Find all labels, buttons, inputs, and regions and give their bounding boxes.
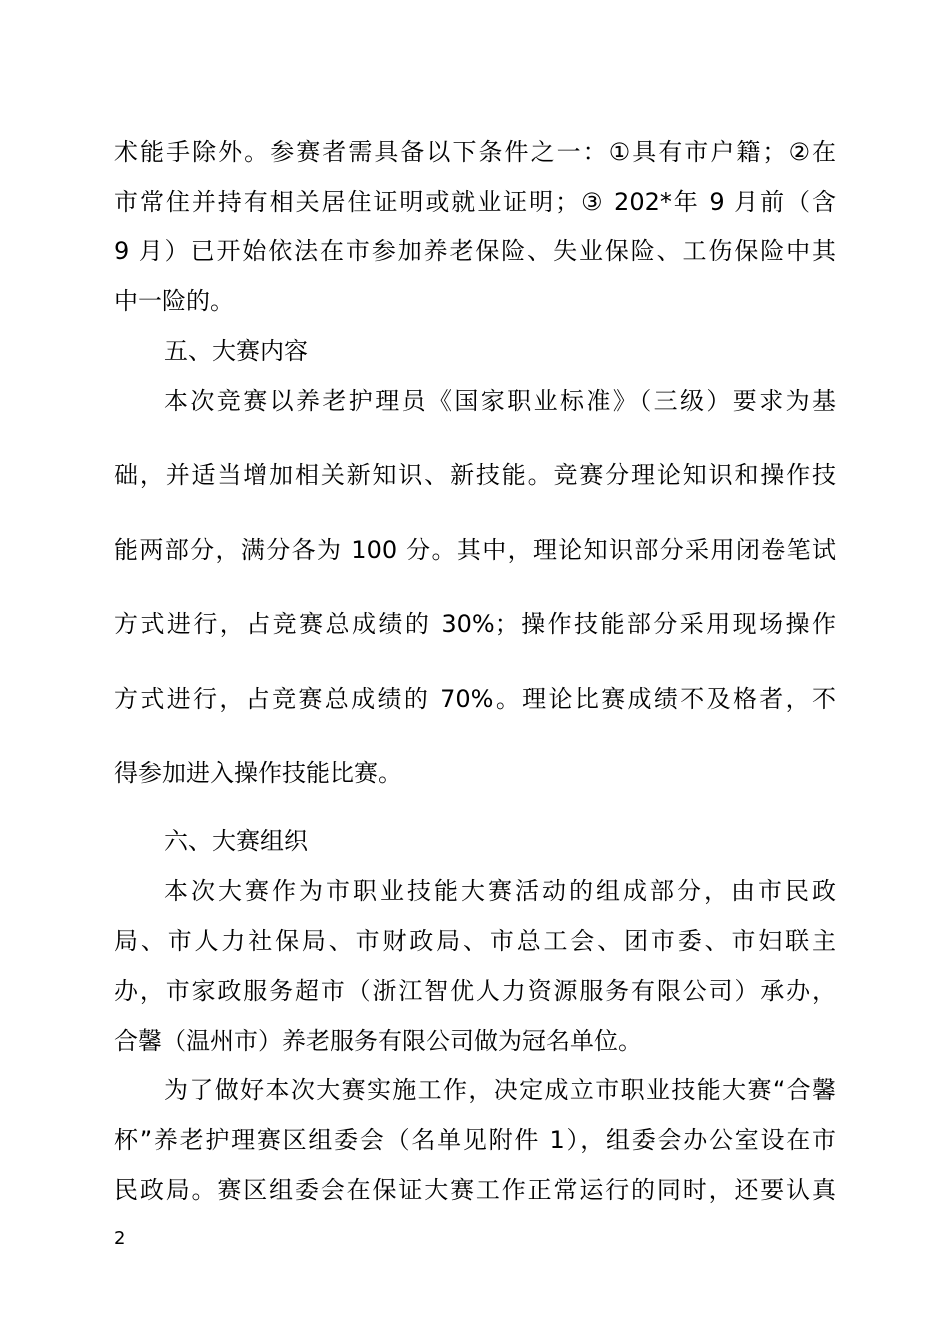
section-heading: 五、大赛内容: [164, 337, 308, 365]
text-line: 础，并适当增加相关新知识、新技能。竞赛分理论知识和操作技: [114, 461, 836, 489]
text-line: 为了做好本次大赛实施工作，决定成立市职业技能大赛“合馨: [164, 1076, 836, 1104]
text-line: 杯”养老护理赛区组委会（名单见附件 1），组委会办公室设在市: [114, 1126, 836, 1154]
text-line: 9 月）已开始依法在市参加养老保险、失业保险、工伤保险中其: [114, 237, 836, 265]
text-line: 市常住并持有相关居住证明或就业证明；③ 202*年 9 月前（含: [114, 188, 836, 216]
text-line: 民政局。赛区组委会在保证大赛工作正常运行的同时，还要认真: [114, 1176, 836, 1204]
text-line: 术能手除外。参赛者需具备以下条件之一：①具有市户籍；②在: [114, 138, 836, 166]
text-line: 本次大赛作为市职业技能大赛活动的组成部分，由市民政: [164, 877, 836, 905]
text-line: 办，市家政服务超市（浙江智优人力资源服务有限公司）承办，: [114, 977, 836, 1005]
text-line: 方式进行，占竞赛总成绩的 70%。理论比赛成绩不及格者，不: [114, 685, 836, 713]
text-line: 本次竞赛以养老护理员《国家职业标准》（三级）要求为基: [164, 387, 836, 415]
page-number: 2: [114, 1228, 126, 1249]
text-line: 能两部分，满分各为 100 分。其中，理论知识部分采用闭卷笔试: [114, 536, 836, 564]
text-line: 局、市人力社保局、市财政局、市总工会、团市委、市妇联主: [114, 927, 836, 955]
text-line: 得参加进入操作技能比赛。: [114, 759, 402, 787]
section-heading: 六、大赛组织: [164, 827, 308, 855]
text-line: 方式进行，占竞赛总成绩的 30%；操作技能部分采用现场操作: [114, 610, 836, 638]
text-line: 中一险的。: [114, 287, 234, 315]
text-line: 合馨（温州市）养老服务有限公司做为冠名单位。: [114, 1027, 642, 1055]
